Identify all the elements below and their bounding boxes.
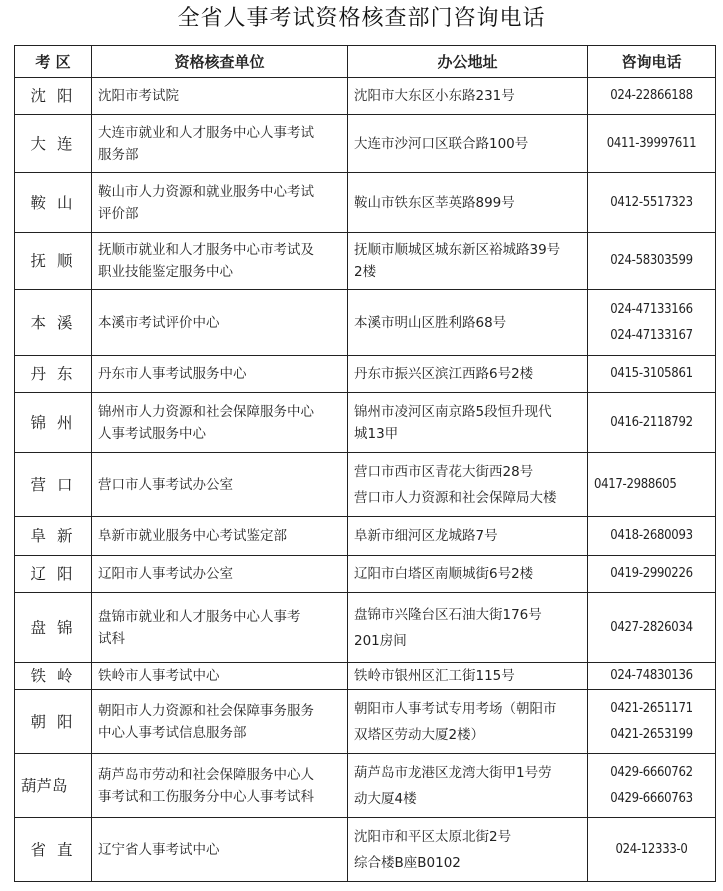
- cell-area: 锦 州: [15, 393, 92, 453]
- cell-unit-line: 鞍山市人力资源和就业服务中心考试: [98, 183, 314, 200]
- cell-phone: [588, 663, 716, 690]
- cell-area: 大 连: [15, 115, 92, 173]
- table-row: [15, 393, 716, 453]
- phone-number: 0421-2653199: [610, 726, 693, 742]
- phone-number: 0411-39997611: [606, 135, 697, 151]
- cell-address-line: 丹东市振兴区滨江西路6号2楼: [354, 366, 534, 382]
- cell-area: 抚 顺: [15, 233, 92, 290]
- cell-address: [348, 690, 588, 754]
- table-row: [15, 818, 716, 882]
- table-row: [15, 290, 716, 356]
- table-row: [15, 356, 716, 393]
- cell-address: [348, 663, 588, 690]
- phone-number: 0412-5517323: [610, 194, 693, 210]
- cell-address-line: 盘锦市兴隆台区石油大街176号: [354, 606, 542, 623]
- cell-unit-line: 朝阳市人力资源和社会保障事务服务: [98, 702, 314, 719]
- cell-address-line: 综合楼B座B0102: [354, 854, 461, 871]
- cell-address: [348, 173, 588, 233]
- phone-number: 0427-2826034: [610, 619, 693, 635]
- cell-unit-line: 中心人事考试信息服务部: [98, 724, 247, 741]
- cell-unit-line: 盘锦市就业和人才服务中心人事考: [98, 608, 301, 625]
- cell-phone: [588, 393, 716, 453]
- phone-number: 0418-2680093: [610, 528, 693, 543]
- cell-area: 省 直: [15, 818, 92, 882]
- table-row: [15, 233, 716, 290]
- cell-unit: [92, 115, 348, 173]
- cell-address-line: 大连市沙河口区联合路100号: [354, 135, 529, 152]
- phone-number: 024-12333-0: [615, 841, 688, 857]
- page-title: 全省人事考试资格核查部门咨询电话: [177, 6, 546, 31]
- cell-area: 丹 东: [15, 356, 92, 393]
- cell-area: 阜 新: [15, 517, 92, 556]
- phone-number: 0429-6660763: [610, 790, 693, 806]
- table-row: [15, 173, 716, 233]
- cell-phone: [588, 356, 716, 393]
- cell-area: 朝 阳: [15, 690, 92, 754]
- cell-unit: [92, 556, 348, 593]
- table-row: [15, 690, 716, 754]
- cell-unit: [92, 754, 348, 818]
- cell-address-line: 城13甲: [354, 425, 399, 442]
- cell-area: 盘 锦: [15, 593, 92, 663]
- cell-address: [348, 356, 588, 393]
- table-row: [15, 78, 716, 115]
- cell-address-line: 动大厦4楼: [354, 790, 417, 807]
- cell-unit: [92, 818, 348, 882]
- cell-area: 辽 阳: [15, 556, 92, 593]
- cell-address: [348, 290, 588, 356]
- cell-address-line: 铁岭市银州区汇工街115号: [354, 668, 515, 684]
- cell-address-line: 朝阳市人事考试专用考场（朝阳市: [354, 700, 557, 717]
- cell-address-line: 沈阳市大东区小东路231号: [354, 88, 515, 104]
- phone-number: 0421-2651171: [610, 700, 693, 716]
- cell-address: [348, 78, 588, 115]
- cell-address-line: 锦州市凌河区南京路5段恒升现代: [354, 403, 552, 420]
- cell-address-line: 辽阳市白塔区南顺城街6号2楼: [354, 566, 534, 582]
- cell-address-line: 葫芦岛市龙港区龙湾大街甲1号劳: [354, 764, 552, 781]
- cell-unit-line: 人事考试服务中心: [98, 425, 206, 442]
- cell-area: 本 溪: [15, 290, 92, 356]
- phone-number: 0415-3105861: [610, 366, 693, 381]
- cell-address-line: 阜新市细河区龙城路7号: [354, 528, 498, 544]
- cell-unit-line: 评价部: [98, 205, 139, 222]
- table-row: [15, 593, 716, 663]
- phone-number: 024-47133166: [610, 301, 693, 317]
- table-row: [15, 556, 716, 593]
- phone-number: 024-74830136: [610, 668, 693, 683]
- cell-address: [348, 393, 588, 453]
- phone-number: 0417-2988605: [594, 476, 677, 492]
- cell-unit: [92, 233, 348, 290]
- cell-phone: [588, 290, 716, 356]
- cell-address: [348, 556, 588, 593]
- cell-unit-line: 葫芦岛市劳动和社会保障服务中心人: [98, 766, 314, 783]
- cell-unit-line: 大连市就业和人才服务中心人事考试: [98, 124, 314, 141]
- cell-unit: [92, 517, 348, 556]
- cell-unit: [92, 173, 348, 233]
- cell-unit-line: 本溪市考试评价中心: [98, 314, 220, 331]
- phone-number: 024-22866188: [610, 88, 693, 103]
- cell-area: 鞍 山: [15, 173, 92, 233]
- cell-address-line: 双塔区劳动大厦2楼）: [354, 726, 485, 743]
- table-row: [15, 115, 716, 173]
- cell-phone: [588, 754, 716, 818]
- cell-address: [348, 233, 588, 290]
- table-row: [15, 663, 716, 690]
- cell-phone: [588, 690, 716, 754]
- cell-phone: [588, 233, 716, 290]
- header-phone: 咨询电话: [588, 46, 716, 78]
- cell-address: [348, 593, 588, 663]
- table-row: [15, 453, 716, 517]
- cell-address-line: 201房间: [354, 632, 407, 649]
- header-unit: 资格核查单位: [92, 46, 348, 78]
- cell-address-line: 本溪市明山区胜利路68号: [354, 314, 507, 331]
- cell-unit: [92, 593, 348, 663]
- cell-unit: [92, 290, 348, 356]
- cell-phone: [588, 818, 716, 882]
- table-row: [15, 517, 716, 556]
- cell-unit-line: 丹东市人事考试服务中心: [98, 366, 247, 382]
- cell-address-line: 抚顺市顺城区城东新区裕城路39号: [354, 242, 561, 258]
- cell-address-line: 营口市西市区青花大街西28号: [354, 463, 534, 480]
- cell-address: [348, 453, 588, 517]
- header-area: 考 区: [15, 46, 92, 78]
- cell-address: [348, 517, 588, 556]
- cell-unit-line: 营口市人事考试办公室: [98, 476, 233, 493]
- table-row: [15, 754, 716, 818]
- cell-unit: [92, 356, 348, 393]
- phone-number: 024-58303599: [610, 253, 693, 268]
- cell-address-line: 营口市人力资源和社会保障局大楼: [354, 489, 557, 506]
- cell-unit-line: 辽阳市人事考试办公室: [98, 566, 233, 582]
- cell-unit: [92, 663, 348, 690]
- phone-number: 024-47133167: [610, 327, 693, 343]
- cell-address-line: 沈阳市和平区太原北街2号: [354, 828, 512, 845]
- cell-unit-line: 服务部: [98, 146, 139, 163]
- table-header-row: [15, 46, 716, 78]
- header-address: 办公地址: [348, 46, 588, 78]
- cell-address-line: 鞍山市铁东区莘英路899号: [354, 194, 515, 211]
- cell-area: 葫芦岛: [15, 754, 92, 818]
- cell-address: [348, 115, 588, 173]
- cell-unit: [92, 393, 348, 453]
- phone-number: 0419-2990226: [610, 566, 693, 581]
- cell-unit: [92, 453, 348, 517]
- cell-unit: [92, 78, 348, 115]
- cell-area: 铁 岭: [15, 663, 92, 690]
- cell-unit-line: 事考试和工伤服务分中心人事考试科: [98, 788, 314, 805]
- cell-address: [348, 818, 588, 882]
- cell-phone: [588, 556, 716, 593]
- cell-phone: [588, 78, 716, 115]
- cell-unit: [92, 690, 348, 754]
- cell-unit-line: 铁岭市人事考试中心: [98, 668, 220, 684]
- cell-area: 沈 阳: [15, 78, 92, 115]
- cell-phone: [588, 593, 716, 663]
- cell-area: 营 口: [15, 453, 92, 517]
- cell-unit-line: 抚顺市就业和人才服务中心市考试及: [98, 242, 314, 258]
- cell-phone: [588, 115, 716, 173]
- cell-unit-line: 职业技能鉴定服务中心: [98, 264, 233, 280]
- cell-phone: [588, 173, 716, 233]
- cell-address: [348, 754, 588, 818]
- cell-unit-line: 锦州市人力资源和社会保障服务中心: [98, 403, 314, 420]
- phone-number: 0416-2118792: [610, 414, 693, 430]
- cell-unit-line: 辽宁省人事考试中心: [98, 841, 220, 858]
- phone-number: 0429-6660762: [610, 764, 693, 780]
- cell-unit-line: 沈阳市考试院: [98, 88, 179, 104]
- cell-unit-line: 试科: [98, 630, 125, 647]
- cell-phone: [588, 453, 716, 517]
- contact-table: [14, 45, 716, 882]
- cell-unit-line: 阜新市就业服务中心考试鉴定部: [98, 528, 287, 544]
- cell-address-line: 2楼: [354, 264, 377, 280]
- cell-phone: [588, 517, 716, 556]
